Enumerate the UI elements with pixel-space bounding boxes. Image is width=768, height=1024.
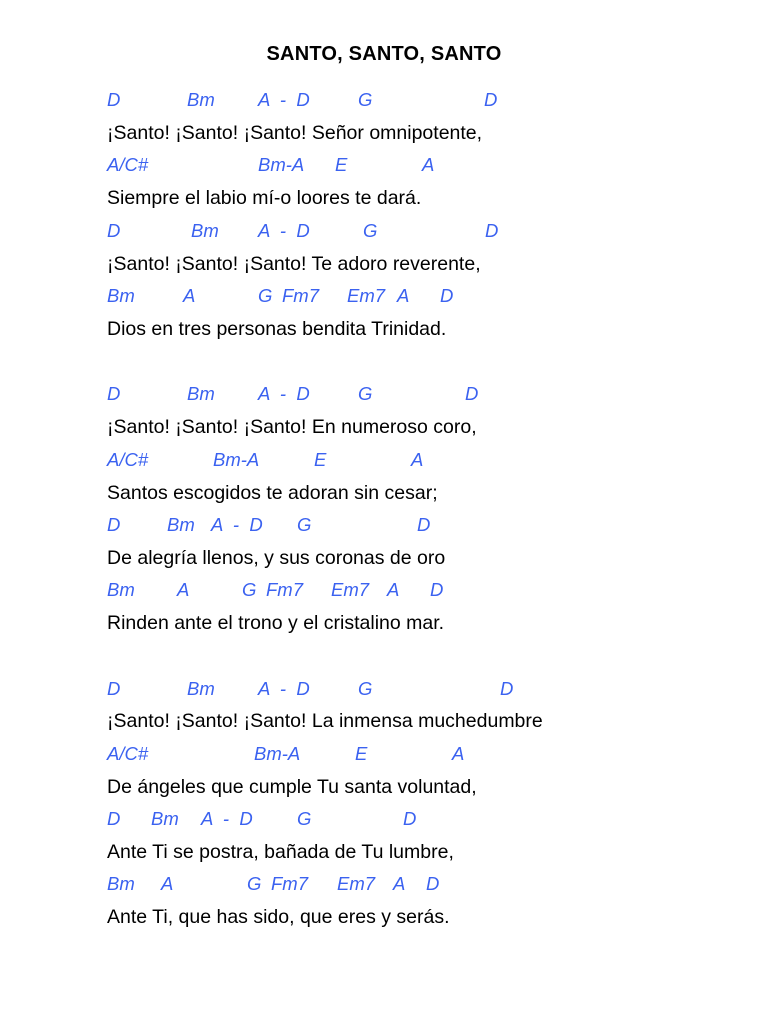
chord-line	[107, 380, 707, 408]
lyric-line: Ante Ti, que has sido, que eres y serás.	[107, 906, 450, 928]
lyric-line: Dios en tres personas bendita Trinidad.	[107, 318, 447, 340]
lyric-line: ¡Santo! ¡Santo! ¡Santo! Señor omnipotente,	[107, 122, 483, 144]
chord: A	[393, 873, 406, 894]
chord: Bm-A	[213, 449, 260, 470]
chord: D	[403, 808, 417, 829]
chord-line	[107, 576, 707, 604]
chord: Fm7	[282, 285, 319, 306]
song-title: SANTO, SANTO, SANTO	[266, 43, 502, 65]
chord: G	[258, 285, 273, 306]
chord: D	[426, 873, 440, 894]
chord: Bm	[151, 808, 179, 829]
chord: Fm7	[266, 579, 303, 600]
chord: A	[387, 579, 400, 600]
chord: Bm	[187, 89, 215, 110]
chord: E	[335, 154, 348, 175]
chord: Bm	[167, 514, 195, 535]
chord: D	[430, 579, 444, 600]
lyric-line: De ángeles que cumple Tu santa voluntad,	[107, 776, 477, 798]
chord-line	[107, 511, 707, 539]
chord: D	[107, 89, 121, 110]
lyric-line: ¡Santo! ¡Santo! ¡Santo! La inmensa muchedumbre	[107, 710, 543, 732]
chord: E	[314, 449, 327, 470]
lyric-line: Ante Ti se postra, bañada de Tu lumbre,	[107, 841, 454, 863]
chord: Bm	[187, 678, 215, 699]
chord: D	[107, 678, 121, 699]
chord: E	[355, 743, 368, 764]
chord: A	[422, 154, 435, 175]
chord: D	[107, 808, 121, 829]
chord: D	[107, 220, 121, 241]
chord: A	[161, 873, 174, 894]
chord: A/C#	[107, 449, 149, 470]
chord: G	[358, 678, 373, 699]
chord: G	[242, 579, 257, 600]
chord: Em7	[331, 579, 370, 600]
chord: Em7	[337, 873, 376, 894]
chord: D	[440, 285, 454, 306]
chord: A - D	[201, 808, 253, 829]
lyric-line: ¡Santo! ¡Santo! ¡Santo! En numeroso coro,	[107, 416, 477, 438]
lyric-line: ¡Santo! ¡Santo! ¡Santo! Te adoro reverente,	[107, 253, 481, 275]
lyric-line: Rinden ante el trono y el cristalino mar.	[107, 612, 445, 634]
chord: A - D	[258, 89, 310, 110]
chord-line	[107, 675, 707, 703]
chord: A - D	[211, 514, 263, 535]
chord: A	[411, 449, 424, 470]
chord-line	[107, 740, 707, 768]
chord: Bm	[107, 873, 135, 894]
chord: G	[358, 383, 373, 404]
chord: Bm	[107, 285, 135, 306]
chord: A	[183, 285, 196, 306]
chord: D	[465, 383, 479, 404]
chord: D	[107, 383, 121, 404]
chord-line	[107, 282, 707, 310]
chord: A	[452, 743, 465, 764]
chord: Bm-A	[258, 154, 305, 175]
lyric-line: Santos escogidos te adoran sin cesar;	[107, 482, 438, 504]
chord: D	[107, 514, 121, 535]
chord: A - D	[258, 678, 310, 699]
chord: G	[297, 808, 312, 829]
chord: Fm7	[271, 873, 308, 894]
chord: A - D	[258, 383, 310, 404]
chord: Em7	[347, 285, 386, 306]
chord-line	[107, 805, 707, 833]
chord-line	[107, 217, 707, 245]
chord: Bm	[191, 220, 219, 241]
chord: A - D	[258, 220, 310, 241]
chord: G	[297, 514, 312, 535]
chord: Bm	[107, 579, 135, 600]
chord-line	[107, 870, 707, 898]
chord: G	[247, 873, 262, 894]
chord-line	[107, 86, 707, 114]
chord-line	[107, 446, 707, 474]
chord: G	[358, 89, 373, 110]
chord: Bm	[187, 383, 215, 404]
chord: D	[484, 89, 498, 110]
chord-line	[107, 151, 707, 179]
lyric-line: De alegría llenos, y sus coronas de oro	[107, 547, 446, 569]
chord: A	[177, 579, 190, 600]
chord: D	[500, 678, 514, 699]
chord: Bm-A	[254, 743, 301, 764]
chord: D	[417, 514, 431, 535]
lyric-line: Siempre el labio mí-o loores te dará.	[107, 187, 422, 209]
chord: A	[397, 285, 410, 306]
chord: D	[485, 220, 499, 241]
chord: A/C#	[107, 154, 149, 175]
chord: A/C#	[107, 743, 149, 764]
chord: G	[363, 220, 378, 241]
